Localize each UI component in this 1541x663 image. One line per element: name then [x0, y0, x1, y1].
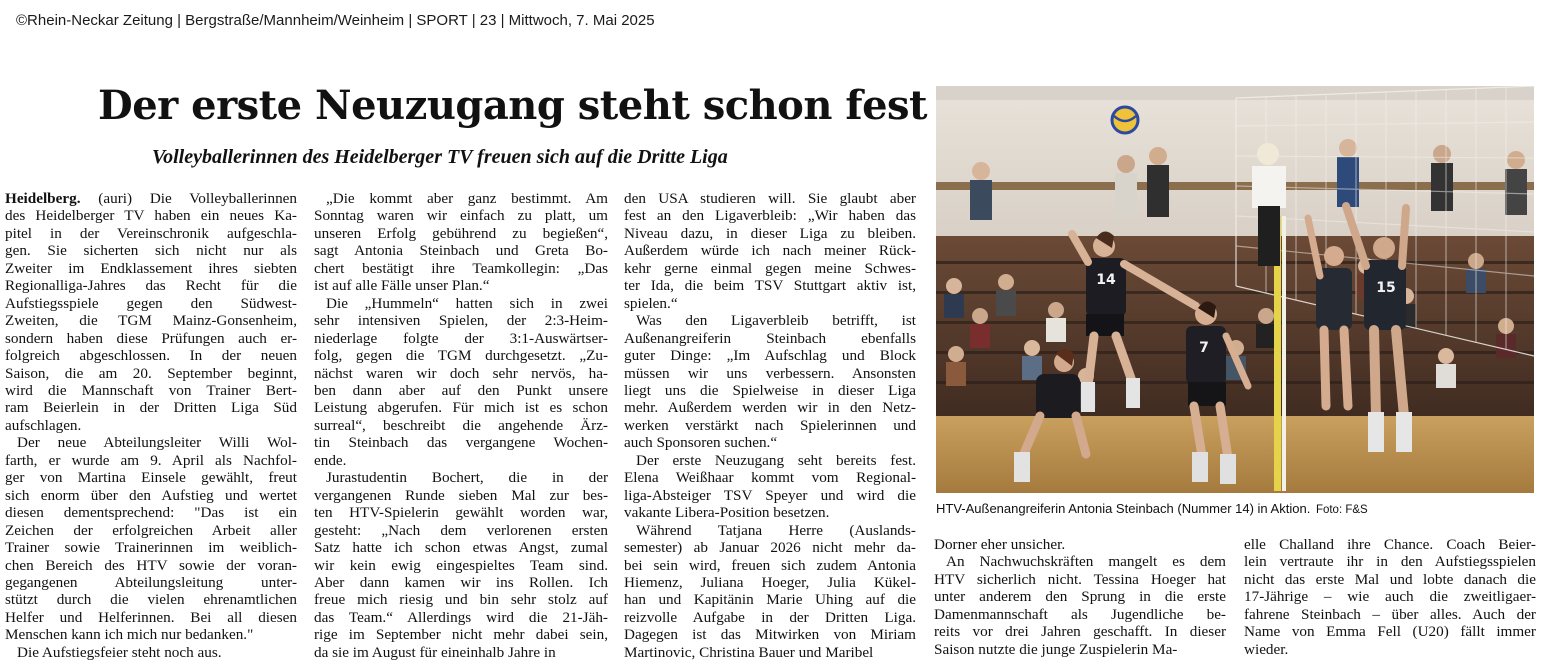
text-line: Zweiten, die TGM Mainz-Gonsenheim,	[5, 312, 297, 330]
jersey-number-14: 14	[1096, 272, 1116, 288]
photo-caption	[936, 501, 1368, 516]
text-line: Der erste Neuzugang seht bereits fest.	[636, 451, 916, 469]
text-line: Regionalliga-Jahres das Recht für die	[5, 277, 297, 295]
text-line: ist auf alle Fälle unser Plan.“	[314, 277, 490, 295]
text-line: Name von Emma Fell (U20) fällt immer	[1244, 623, 1536, 641]
text-line: wird die Mannschaft von Trainer Bert-	[5, 381, 297, 399]
text-line: „Die kommt aber ganz bestimmt. Am	[326, 190, 608, 207]
article-column-3	[624, 190, 916, 661]
text-line: reizvolle Aufgabe in der Dritten Liga.	[624, 608, 916, 626]
text-line: Dorner eher unsicher.	[934, 536, 1066, 553]
text-line: Saison, die am 20. September beginnt,	[5, 364, 297, 382]
caption-text: HTV-Außenangreiferin Antonia Steinbach (Nummer 14) in Aktion.	[936, 501, 1311, 516]
text-line: tin Steinbach das vergangene Wochen-	[314, 434, 608, 452]
text-line: fahrene Steinbach – über alles. Auch der	[1244, 605, 1536, 623]
text-line: guter Dinge: „Im Aufschlag und Block	[624, 347, 916, 365]
text-line: unter anderem den Sprung in die erste	[934, 588, 1226, 606]
text-line: Leistung abgerufen. Für mich ist es schon	[314, 399, 608, 417]
jersey-number-15: 15	[1376, 280, 1396, 296]
text-line: stützt durch die vielen ehrenamtlichen	[5, 591, 297, 609]
text-line: ter Ida, die beim TSV Stuttgart aktiv ist,	[624, 277, 916, 295]
photo-credit: Foto: F&S	[1315, 504, 1368, 516]
text-line: wieder.	[1244, 640, 1289, 658]
text-line: das Team.“ Allerdings wird die 21-Jäh-	[314, 608, 608, 626]
text-line: Außenangreiferin Steinbach ebenfalls	[624, 329, 916, 347]
text-line: werken verstärkt nach Spielerinnen und	[624, 416, 916, 434]
headline: Der erste Neuzugang steht schon fest	[98, 82, 928, 129]
text-line: aufschlagen.	[5, 416, 82, 434]
text-line: Helfer und Helferinnen. Bei all diesen	[5, 608, 297, 626]
text-line: bei sein wird, freuen sich zudem Antonia	[624, 556, 916, 574]
text-line: spielen.“	[624, 294, 678, 312]
text-line: ben dann aber auf den Punkt unsere	[314, 381, 608, 399]
subheadline: Volleyballerinnen des Heidelberger TV freuen sich auf die Dritte Liga	[152, 146, 728, 168]
text-line: den USA studieren will. Sie glaubt aber	[624, 190, 916, 207]
text-line: chen Bereich des HTV sowie der voran-	[5, 556, 297, 574]
text-line: pitel in der Vereinschronik aufgeschla-	[5, 224, 297, 242]
text-line: fest an den Ligaverbleib: „Wir haben das	[624, 207, 916, 225]
text-line: Während Tatjana Herre (Auslands-	[636, 521, 916, 539]
text-line: Aufstiegsspiele gegen den Südwest-	[5, 294, 297, 312]
text-line: sehr intensiven Spielen, der 2:3-Heim-	[314, 312, 608, 330]
text-line: Hiemenz, Juliana Hoeger, Julia Kükel-	[624, 573, 916, 591]
text-line: Damenmannschaft als Jugendliche be-	[934, 605, 1226, 623]
text-line: lein vertraute ihr in den Aufstiegsspielen	[1244, 553, 1536, 571]
text-line: sagt Antonia Steinbach und Greta Bo-	[314, 242, 608, 260]
text-line: vakante Libera-Position besetzen.	[624, 504, 830, 522]
text-line: nicht das erste Mal und lobte danach die	[1244, 570, 1536, 588]
text-line: folg, gegen die TGM durchgesetzt. „Zu-	[314, 347, 608, 365]
text-line: freue mich riesig und bin sehr stolz auf	[314, 591, 608, 609]
text-line: diesen dementsprechend: "Das ist ein	[5, 504, 297, 522]
text-line: Was den Ligaverbleib betrifft, ist	[636, 312, 916, 330]
text-line: ram Beierlein in der Dritten Liga Süd	[5, 399, 297, 417]
article-photo	[936, 86, 1534, 493]
text-line: niederlage folgte der 3:1-Auswärtser-	[314, 329, 608, 347]
text-line: Saison nutzte die junge Zuspielerin Ma-	[934, 640, 1178, 658]
text-line: Sonntag waren wir einfach zu platt, um	[314, 207, 608, 225]
text-line: surreal“, beschreibt die angehende Ärz-	[314, 416, 608, 434]
text-line: gegangenen Abteilungsleitung unter-	[5, 573, 297, 591]
text-line: mehr. Außerdem werden wir in den Netz-	[624, 399, 916, 417]
text-line: Die „Hummeln“ hatten sich in zwei	[326, 294, 608, 312]
text-line: Die Aufstiegsfeier steht noch aus.	[17, 643, 222, 661]
text-line: Zweiter im Endklassement ihres siebten	[5, 259, 297, 277]
text-line: kehr gerne einmal gegen meine Schwes-	[624, 259, 916, 277]
text-line: Elena Weißhaar kommt vom Regional-	[624, 469, 916, 487]
text-line: auch Sponsoren suchen.“	[624, 434, 778, 452]
meta-line: ©Rhein-Neckar Zeitung | Bergstraße/Mannheim/Weinheim | SPORT | 23 | Mittwoch, 7. Mai 2025	[16, 12, 655, 29]
text-line: des Heidelberger TV haben ein neues Ka-	[5, 207, 297, 225]
text-line: sich enorm über den Aufstieg und wertet	[5, 486, 297, 504]
text-line: HTV sicherlich nicht. Tessina Hoeger hat	[934, 570, 1226, 588]
text-line: Martinovic, Christina Bauer und Maribel	[624, 643, 874, 661]
text-line: semester) ab Januar 2026 nicht mehr da-	[624, 539, 916, 557]
text-line: gesteht: „Nach dem verlorenen ersten	[314, 521, 608, 539]
article-column-5	[1244, 536, 1536, 658]
text-line: folgreich abgeschlossen. In der neuen	[5, 347, 297, 365]
text-line: vergangenen Runde sieben Mal zur bes-	[314, 486, 608, 504]
text-line: rige im September nicht mehr dabei sein,	[314, 626, 608, 644]
text-line: unseren Erfolg gebührend zu begießen“,	[314, 224, 608, 242]
text-line: Niveau dazu, in dieser Liga zu bleiben.	[624, 224, 916, 242]
text-line: elle Challand ihre Chance. Coach Beier-	[1244, 536, 1536, 553]
text-line: Dagegen ist das Mitwirken von Miriam	[624, 626, 916, 644]
text-line: farth, er wurde am 9. April als Nachfol-	[5, 451, 297, 469]
article-column-2	[314, 190, 608, 661]
article-column-4	[934, 536, 1226, 658]
text-line: han und Kapitänin Marie Uhing auf die	[624, 591, 916, 609]
text-line: Heidelberg. (auri) Die Volleyballerinnen	[5, 190, 297, 207]
text-line: Satz hatte ich schon etwas Angst, zumal	[314, 539, 608, 557]
text-line: Trainer sowie Trainerinnen im weiblich-	[5, 539, 297, 557]
text-line: sondern haben diese Prüfungen auch er-	[5, 329, 297, 347]
text-line: reits vor drei Jahren geschafft. In dieser	[934, 623, 1226, 641]
text-line: Zeichen der erfolgreichen Arbeit aller	[5, 521, 297, 539]
text-line: da sie im August für eineinhalb Jahre in	[314, 643, 556, 661]
text-line: gen. Sie sicherten sich nicht nur als	[5, 242, 297, 260]
text-line: Der neue Abteilungsleiter Willi Wol-	[17, 434, 297, 452]
text-line: wir kein ewig eingespieltes Team sind.	[314, 556, 608, 574]
text-line: müssen wir uns verbessern. Ansonsten	[624, 364, 916, 382]
text-line: Außerdem würde ich nach meiner Rück-	[624, 242, 916, 260]
article-column-1	[5, 190, 297, 661]
text-line: Menschen kann ich mich nur bedanken."	[5, 626, 254, 644]
text-line: chert bestätigt ihre Teamkollegin: „Das	[314, 259, 608, 277]
text-line: nächst waren wir doch sehr nervös, ha-	[314, 364, 608, 382]
text-line: Aber dann kamen wir ins Rollen. Ich	[314, 573, 608, 591]
text-line: 17-Jährige – wie auch die zweitligaer-	[1244, 588, 1536, 606]
text-line: Jurastudentin Bochert, die in der	[326, 469, 608, 487]
text-line: liga-Absteiger TSV Speyer und wird die	[624, 486, 916, 504]
text-line: ende.	[314, 451, 347, 469]
jersey-number-7: 7	[1199, 340, 1209, 356]
text-line: liegt uns die Spielweise in dieser Liga	[624, 381, 916, 399]
text-line: An Nachwuchskräften mangelt es dem	[946, 553, 1226, 571]
text-line: ger von Martina Einsele gewählt, freut	[5, 469, 297, 487]
text-line: ten HTV-Spielerin gewählt worden war,	[314, 504, 608, 522]
